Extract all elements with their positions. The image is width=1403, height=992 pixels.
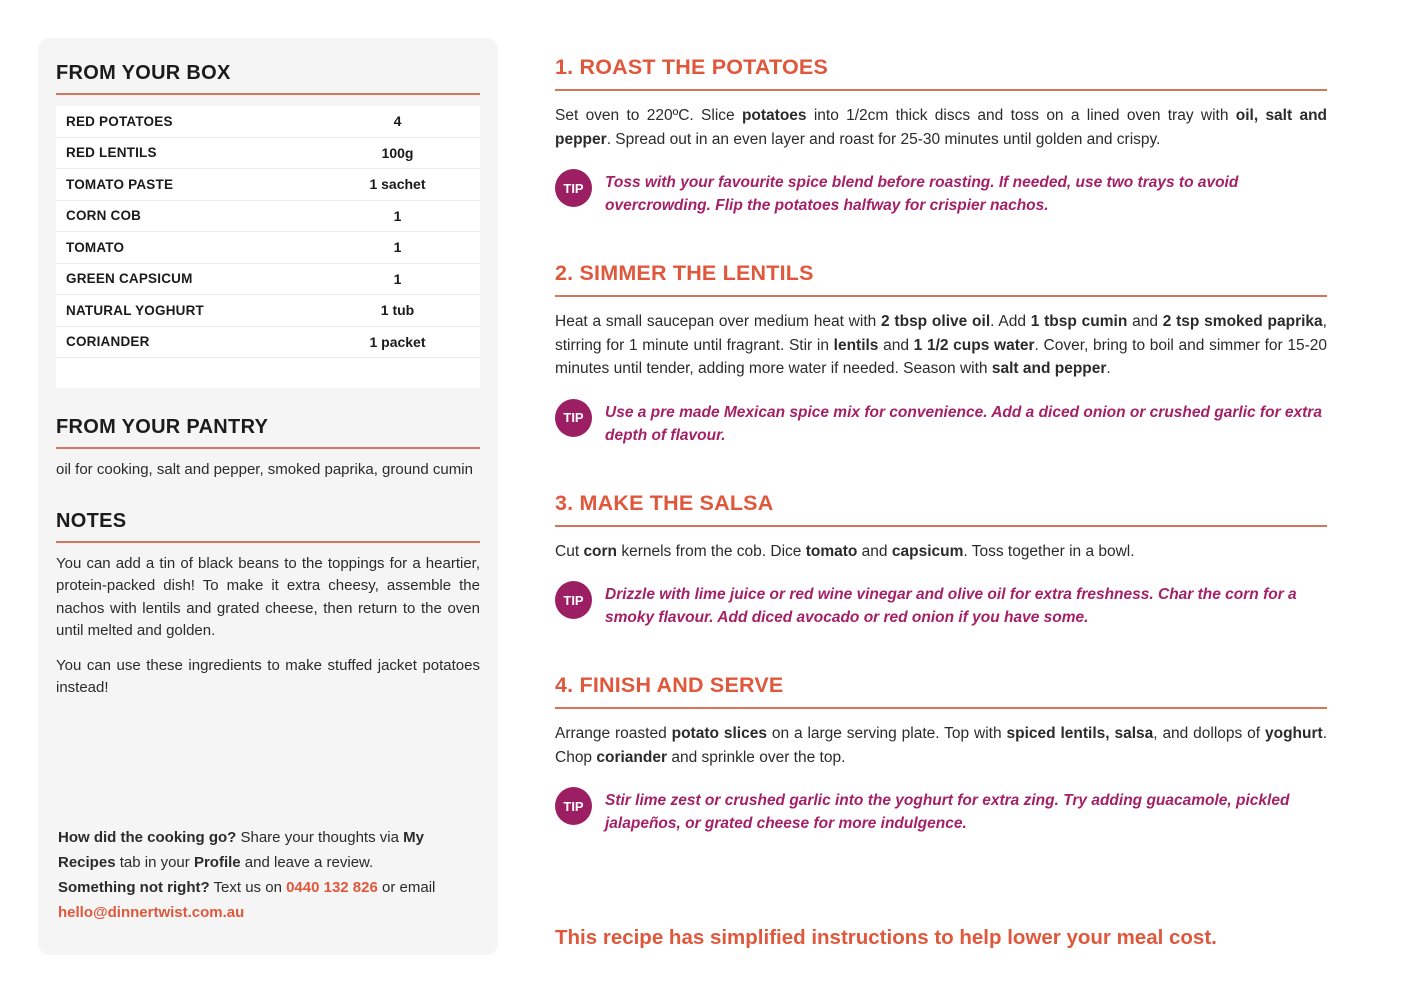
tip-text: Stir lime zest or crushed garlic into the yoghurt for extra zing. Try adding guacamole, pickled jalapeños, or grated cheese for more indulgence. <box>605 792 1290 832</box>
bold-text: How did the cooking go? <box>58 829 237 846</box>
notes-section <box>56 510 480 700</box>
table-row-empty <box>56 358 480 388</box>
text-run: Set oven to 220ºC. Slice <box>555 107 742 124</box>
text-run: . Cover, bring to boil and simmer for 15-20 minutes until tender, adding more water if needed. Season with <box>555 336 1327 377</box>
bold-text: oil, salt and pepper <box>555 107 1328 148</box>
bold-text: coriander <box>596 748 668 766</box>
table-row <box>56 138 480 170</box>
text-run: and <box>857 542 892 560</box>
text-run: kernels from the cob. Dice <box>617 542 806 560</box>
text-run: Arrange roasted <box>555 725 672 742</box>
text-run: Text us on <box>209 879 287 896</box>
tip-callout <box>555 169 1327 217</box>
ingredients-panel <box>38 38 498 955</box>
table-row <box>56 295 480 327</box>
bold-text: yoghurt <box>1265 725 1323 742</box>
text-run: and leave a review. <box>240 854 374 871</box>
step-section <box>555 55 1327 217</box>
bold-text: corn <box>583 542 618 560</box>
step-heading: 2. SIMMER THE LENTILS <box>555 261 1327 297</box>
notes-paragraph: You can add a tin of black beans to the toppings for a heartier, protein-packed dish! To make it extra cheesy, assemble the nachos with lentils and grated cheese, then return to the oven until melted and golden. <box>56 554 480 639</box>
contact-paragraph <box>58 875 480 925</box>
pantry-section <box>56 416 480 482</box>
text-run: on a large serving plate. Top with <box>766 725 1007 742</box>
bold-text: spiced lentils, salsa <box>1006 725 1154 742</box>
bold-text: 1 tbsp cumin <box>1030 313 1128 330</box>
text-run: , stirring for 1 minute until fragrant. Stir in <box>555 313 1327 354</box>
text-run: and sprinkle over the top. <box>667 748 846 766</box>
bold-text: capsicum <box>891 542 964 560</box>
ingredient-qty: 1 packet <box>369 333 426 350</box>
bold-text: tomato <box>805 542 858 560</box>
ingredient-name: CORN COB <box>66 208 142 224</box>
ingredient-qty: 1 tub <box>380 302 415 319</box>
ingredient-name: CORIANDER <box>66 334 150 350</box>
ingredient-name: TOMATO <box>66 239 125 255</box>
text-run: and <box>1127 313 1163 330</box>
step-body <box>555 722 1327 769</box>
text-run: . Toss together in a bowl. <box>963 542 1135 560</box>
bold-text: lentils <box>833 336 879 354</box>
text-run: . Add <box>990 313 1031 330</box>
bold-text: potatoes <box>741 107 807 124</box>
email-link[interactable]: hello@dinnertwist.com.au <box>58 904 245 921</box>
table-row <box>56 264 480 296</box>
text-run: or email <box>377 879 436 896</box>
bold-text: potato slices <box>671 725 767 742</box>
bold-text: 2 tsp smoked paprika <box>1162 313 1323 330</box>
text-run: tab in your <box>115 854 194 871</box>
ingredient-qty: 1 <box>393 270 402 287</box>
tip-badge-icon: TIP <box>555 399 592 437</box>
text-run: Cut <box>555 542 584 560</box>
text-run: Heat a small saucepan over medium heat with <box>555 313 882 330</box>
step-heading: 3. MAKE THE SALSA <box>555 491 1327 527</box>
pantry-text: oil for cooking, salt and pepper, smoked paprika, ground cumin <box>56 461 473 478</box>
ingredient-name: TOMATO PASTE <box>66 176 174 192</box>
tip-text: Use a pre made Mexican spice mix for convenience. Add a diced onion or crushed garlic for extra depth of flavour. <box>605 403 1322 444</box>
step-body <box>555 104 1327 151</box>
tip-callout <box>555 581 1327 629</box>
text-run: Share your thoughts via <box>236 829 404 846</box>
text-run: . Chop <box>555 725 1327 766</box>
tip-callout <box>555 787 1327 835</box>
ingredient-name: NATURAL YOGHURT <box>66 302 204 318</box>
text-run: and <box>878 336 914 354</box>
table-row <box>56 327 480 359</box>
step-section <box>555 491 1327 630</box>
step-heading: 1. ROAST THE POTATOES <box>555 55 1327 91</box>
notes-title: NOTES <box>56 510 480 543</box>
bold-text: 1 1/2 cups water <box>913 336 1035 354</box>
notes-paragraph: You can use these ingredients to make stuffed jacket potatoes instead! <box>56 656 480 696</box>
ingredient-name: GREEN CAPSICUM <box>66 271 193 287</box>
step-section <box>555 673 1327 835</box>
cost-note: This recipe has simplified instructions to help lower your meal cost. <box>555 926 1217 949</box>
contact-block <box>58 825 480 925</box>
step-body <box>555 540 1327 564</box>
step-heading: 4. FINISH AND SERVE <box>555 673 1327 709</box>
from-your-pantry-title: FROM YOUR PANTRY <box>56 416 480 449</box>
tip-text: Drizzle with lime juice or red wine vinegar and olive oil for extra freshness. Char the corn for a smoky flavour. Add diced avocado or red onion if you have some. <box>605 586 1297 626</box>
ingredients-table <box>56 106 480 388</box>
from-your-box-title: FROM YOUR BOX <box>56 62 480 95</box>
bold-text: My Recipes <box>58 829 424 871</box>
table-row <box>56 232 480 264</box>
tip-text: Toss with your favourite spice blend before roasting. If needed, use two trays to avoid overcrowding. Flip the potatoes halfway for crispier nachos. <box>605 174 1239 214</box>
tip-badge-icon: TIP <box>555 169 592 207</box>
ingredient-qty: 4 <box>393 113 402 130</box>
text-run: . Spread out in an even layer and roast for 25-30 minutes until golden and crispy. <box>606 130 1161 148</box>
tip-badge-icon: TIP <box>555 581 592 619</box>
ingredient-qty: 1 <box>393 207 402 224</box>
text-run: , and dollops of <box>1153 725 1265 742</box>
ingredient-name: RED LENTILS <box>66 145 157 161</box>
text-run: into 1/2cm thick discs and toss on a lined oven tray with <box>806 107 1236 124</box>
instructions-column <box>555 55 1327 835</box>
text-run: . <box>1106 360 1111 377</box>
ingredient-qty: 100g <box>381 144 414 161</box>
contact-paragraph <box>58 825 480 875</box>
bold-text: Something not right? <box>58 879 210 896</box>
tip-callout <box>555 399 1327 447</box>
bold-text: Profile <box>193 854 241 871</box>
table-row <box>56 201 480 233</box>
ingredient-qty: 1 sachet <box>369 176 426 193</box>
bold-text: 2 tbsp olive oil <box>881 313 991 330</box>
notes-paragraphs <box>56 553 480 700</box>
table-row <box>56 169 480 201</box>
phone-link[interactable]: 0440 132 826 <box>286 879 378 896</box>
tip-badge-icon: TIP <box>555 787 592 825</box>
ingredient-name: RED POTATOES <box>66 113 173 129</box>
step-body <box>555 310 1327 381</box>
table-row <box>56 106 480 138</box>
bold-text: salt and pepper <box>991 360 1107 377</box>
step-section <box>555 261 1327 447</box>
ingredient-qty: 1 <box>393 239 402 256</box>
